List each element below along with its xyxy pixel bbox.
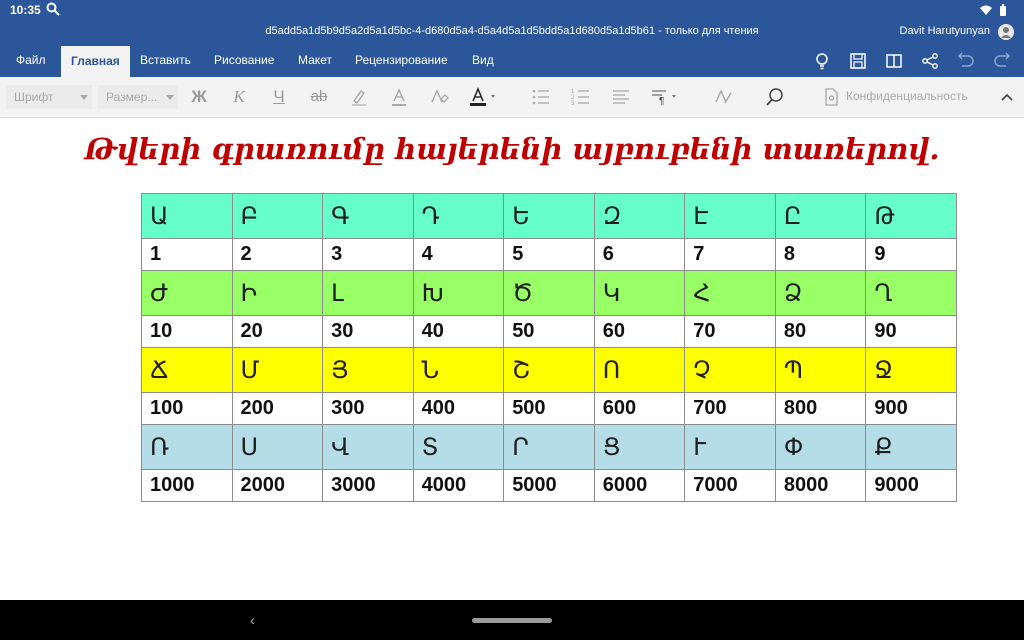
size-placeholder: Размер... xyxy=(106,90,158,104)
svg-text:3: 3 xyxy=(571,101,575,107)
table-cell: Ձ xyxy=(775,271,866,316)
share-icon[interactable] xyxy=(920,51,940,71)
table-cell: Ի xyxy=(232,271,323,316)
status-time: 10:35 xyxy=(10,3,41,17)
title-bar xyxy=(0,20,1024,44)
table-cell: Բ xyxy=(232,194,323,239)
tab-insert[interactable]: Вставить xyxy=(140,53,191,67)
table-cell: 90 xyxy=(866,316,957,348)
svg-text:2: 2 xyxy=(571,95,575,101)
sensitivity-label[interactable]: Конфиденциальность xyxy=(846,89,968,103)
table-cell: 70 xyxy=(685,316,776,348)
table-row xyxy=(142,316,957,348)
table-cell: 10 xyxy=(142,316,233,348)
table-cell: 200 xyxy=(232,393,323,425)
table-cell: 40 xyxy=(413,316,504,348)
table-cell: Լ xyxy=(323,271,414,316)
table-cell: 4 xyxy=(413,239,504,271)
highlight-icon[interactable] xyxy=(348,86,370,108)
clear-formatting-icon[interactable] xyxy=(428,86,450,108)
table-cell: 3 xyxy=(323,239,414,271)
styles-icon[interactable] xyxy=(712,86,734,108)
system-nav-bar xyxy=(0,600,1024,640)
table-cell: 900 xyxy=(866,393,957,425)
table-cell: 30 xyxy=(323,316,414,348)
table-cell: 3000 xyxy=(323,470,414,502)
table-cell: Պ xyxy=(775,348,866,393)
back-icon[interactable]: ‹ xyxy=(250,612,255,628)
table-cell: Ջ xyxy=(866,348,957,393)
table-cell: 5 xyxy=(504,239,595,271)
document-heading: Թվերի գրառումը հայերենի այբուբենի տառերով. xyxy=(84,132,940,166)
tab-review[interactable]: Рецензирование xyxy=(355,53,448,67)
redo-icon[interactable] xyxy=(992,51,1012,71)
table-cell: Ր xyxy=(504,425,595,470)
table-cell: 9 xyxy=(866,239,957,271)
table-cell: Կ xyxy=(594,271,685,316)
table-cell: Վ xyxy=(323,425,414,470)
table-cell: Թ xyxy=(866,194,957,239)
table-cell: 80 xyxy=(775,316,866,348)
sensitivity-icon[interactable] xyxy=(820,86,842,108)
document-title: d5add5a1d5b9d5a2d5a1d5bc-4-d680d5a4-d5a4d5a1d5bdd5a1d680d5a1d5b61 - только для чтения xyxy=(265,25,759,37)
table-cell: Փ xyxy=(775,425,866,470)
numerals-table xyxy=(141,193,957,502)
table-cell: Մ xyxy=(232,348,323,393)
table-cell: Գ xyxy=(323,194,414,239)
table-cell: 6000 xyxy=(594,470,685,502)
find-icon[interactable] xyxy=(764,86,786,108)
table-row xyxy=(142,470,957,502)
numbered-list-icon[interactable] xyxy=(570,86,592,108)
font-color-icon[interactable] xyxy=(468,86,502,108)
table-cell: 7000 xyxy=(685,470,776,502)
table-row xyxy=(142,239,957,271)
search-icon[interactable] xyxy=(46,2,60,16)
table-cell: Ե xyxy=(504,194,595,239)
table-row xyxy=(142,393,957,425)
table-row xyxy=(142,348,957,393)
tab-file[interactable]: Файл xyxy=(16,53,46,67)
table-cell: 500 xyxy=(504,393,595,425)
table-cell: Ժ xyxy=(142,271,233,316)
chevron-down-icon xyxy=(80,95,88,100)
table-row xyxy=(142,194,957,239)
underline-button[interactable]: Ч xyxy=(273,87,285,106)
table-cell: Ռ xyxy=(142,425,233,470)
table-cell: 8 xyxy=(775,239,866,271)
save-icon[interactable] xyxy=(848,51,868,71)
table-cell: Շ xyxy=(504,348,595,393)
table-row xyxy=(142,425,957,470)
table-cell: Ո xyxy=(594,348,685,393)
table-cell: 2000 xyxy=(232,470,323,502)
table-row xyxy=(142,271,957,316)
table-cell: 7 xyxy=(685,239,776,271)
table-cell: 4000 xyxy=(413,470,504,502)
table-cell: 60 xyxy=(594,316,685,348)
table-cell: Ճ xyxy=(142,348,233,393)
table-cell: 1000 xyxy=(142,470,233,502)
avatar-icon[interactable] xyxy=(998,24,1014,40)
lightbulb-icon[interactable] xyxy=(812,51,832,71)
align-icon[interactable] xyxy=(610,86,632,108)
collapse-ribbon-icon[interactable] xyxy=(996,86,1018,108)
table-cell: Չ xyxy=(685,348,776,393)
document-canvas[interactable] xyxy=(0,118,1024,600)
table-cell: Ս xyxy=(232,425,323,470)
table-cell: Հ xyxy=(685,271,776,316)
table-cell: 9000 xyxy=(866,470,957,502)
table-cell: Ն xyxy=(413,348,504,393)
italic-button[interactable]: К xyxy=(233,87,245,106)
status-bar xyxy=(0,0,1024,20)
table-cell: 600 xyxy=(594,393,685,425)
bullet-list-icon[interactable] xyxy=(530,86,552,108)
font-color-muted-icon[interactable] xyxy=(388,86,410,108)
wifi-battery-icon xyxy=(978,4,1014,16)
font-dropdown[interactable] xyxy=(6,85,92,109)
book-icon[interactable] xyxy=(884,51,904,71)
home-handle[interactable] xyxy=(472,618,552,623)
table-cell: Ք xyxy=(866,425,957,470)
table-cell: 2 xyxy=(232,239,323,271)
ribbon-tabs xyxy=(0,44,1024,77)
table-cell: 300 xyxy=(323,393,414,425)
tab-draw[interactable]: Рисование xyxy=(214,53,275,67)
table-cell: 100 xyxy=(142,393,233,425)
table-cell: 8000 xyxy=(775,470,866,502)
ribbon-toolbar xyxy=(0,77,1024,118)
font-size-dropdown[interactable] xyxy=(98,85,178,109)
bold-button[interactable]: Ж xyxy=(191,87,207,106)
table-cell: 400 xyxy=(413,393,504,425)
table-cell: 700 xyxy=(685,393,776,425)
table-cell: Յ xyxy=(323,348,414,393)
table-cell: Ւ xyxy=(685,425,776,470)
table-cell: Է xyxy=(685,194,776,239)
table-cell: Ց xyxy=(594,425,685,470)
undo-icon[interactable] xyxy=(956,51,976,71)
table-cell: 800 xyxy=(775,393,866,425)
table-cell: Ը xyxy=(775,194,866,239)
table-cell: Ղ xyxy=(866,271,957,316)
svg-text:¶: ¶ xyxy=(659,96,665,107)
chevron-down-icon xyxy=(166,95,174,100)
table-cell: Խ xyxy=(413,271,504,316)
font-placeholder: Шрифт xyxy=(14,90,54,104)
table-cell: 5000 xyxy=(504,470,595,502)
table-cell: 6 xyxy=(594,239,685,271)
table-cell: Տ xyxy=(413,425,504,470)
tab-home[interactable]: Главная xyxy=(61,46,130,77)
tab-view[interactable]: Вид xyxy=(472,53,494,67)
table-cell: Դ xyxy=(413,194,504,239)
table-cell: 20 xyxy=(232,316,323,348)
strikethrough-button[interactable]: ab xyxy=(310,88,328,105)
tab-layout[interactable]: Макет xyxy=(298,53,332,67)
table-cell: Ծ xyxy=(504,271,595,316)
table-cell: Զ xyxy=(594,194,685,239)
user-name[interactable]: Davit Harutyunyan xyxy=(899,25,990,37)
table-cell: 1 xyxy=(142,239,233,271)
paragraph-styles-icon[interactable] xyxy=(650,86,684,108)
table-cell: 50 xyxy=(504,316,595,348)
table-cell: Ա xyxy=(142,194,233,239)
svg-text:1: 1 xyxy=(571,89,575,95)
